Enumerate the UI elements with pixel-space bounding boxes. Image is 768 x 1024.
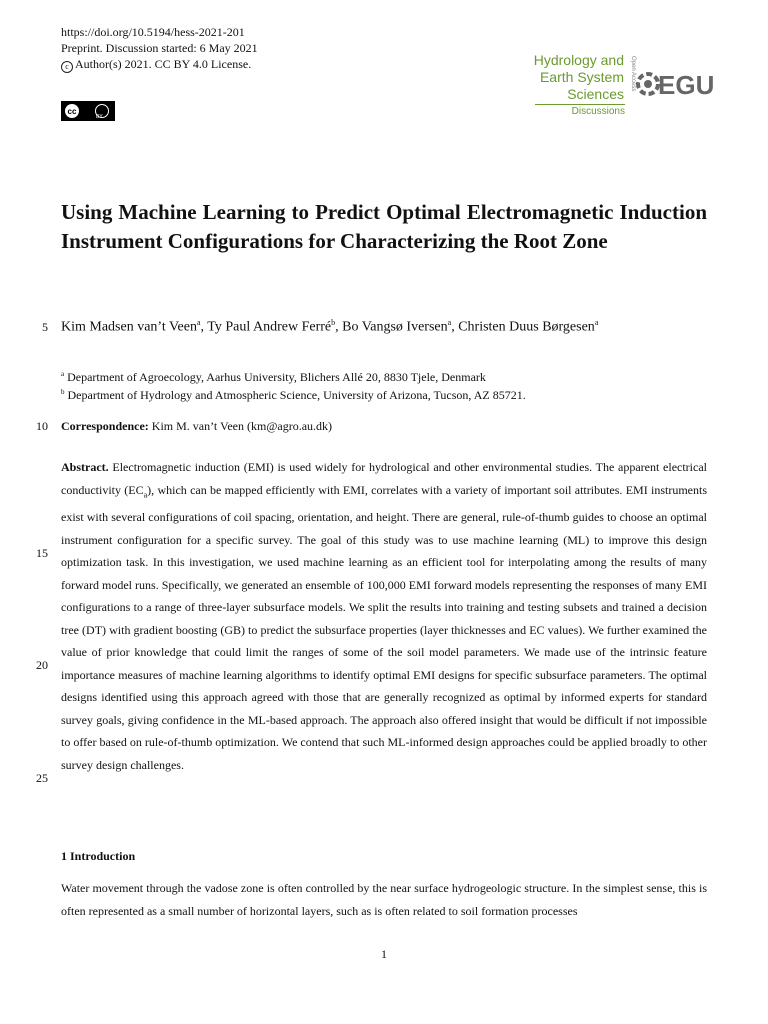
correspondence-label: Correspondence: xyxy=(61,419,149,433)
line-number-25: 25 xyxy=(36,771,48,785)
author-name: Christen Duus Børgesen xyxy=(458,319,595,335)
line-number-5: 5 xyxy=(42,320,48,334)
by-label: BY xyxy=(96,114,103,120)
affiliation-item xyxy=(61,385,526,403)
cc-by-license-badge[interactable] xyxy=(61,101,115,121)
journal-name-line1: Hydrology and xyxy=(533,52,624,68)
open-access-label xyxy=(626,56,634,106)
paper-title: Using Machine Learning to Predict Optimal Electromagnetic Induction Instrument Configurations for Characterizing the Root Zone xyxy=(61,200,707,253)
abstract xyxy=(61,456,707,776)
line-number-10: 10 xyxy=(36,419,48,433)
author-affiliation-mark: a xyxy=(594,318,599,327)
copyright-icon: c xyxy=(61,61,73,73)
abstract-label: Abstract. xyxy=(61,460,109,474)
affiliation-mark: a xyxy=(61,370,65,378)
doi-link[interactable]: https://doi.org/10.5194/hess-2021-201 xyxy=(61,25,245,39)
journal-name xyxy=(498,52,624,103)
copyright-text: Author(s) 2021. CC BY 4.0 License. xyxy=(75,57,252,71)
section-heading-introduction: 1 Introduction xyxy=(61,849,136,863)
abstract-subscript: a xyxy=(143,489,148,499)
author-affiliation-mark: a xyxy=(447,318,452,327)
preprint-metadata xyxy=(61,24,258,73)
author-affiliation-mark: a xyxy=(196,318,201,327)
affiliation-item xyxy=(61,367,526,385)
affiliation-mark: b xyxy=(61,388,65,396)
affiliations xyxy=(61,367,526,403)
journal-discussions-label: Discussions xyxy=(571,106,625,117)
line-number-15: 15 xyxy=(36,546,48,560)
affiliation-text: Department of Hydrology and Atmospheric Science, University of Arizona, Tucson, AZ 85721. xyxy=(67,388,526,402)
page-number: 1 xyxy=(381,947,387,961)
open-access-text: Open Access xyxy=(630,56,636,92)
copyright-line xyxy=(61,56,258,73)
author-name: Kim Madsen van’t Veen xyxy=(61,319,197,335)
egu-logo xyxy=(636,54,715,110)
creative-commons-icon: cc xyxy=(65,104,79,118)
journal-name-line3: Sciences xyxy=(567,86,624,102)
correspondence-contact: Kim M. van’t Veen (km@agro.au.dk) xyxy=(151,419,333,433)
author-name: Bo Vangsø Iversen xyxy=(342,319,448,335)
affiliation-text: Department of Agroecology, Aarhus University, Blichers Allé 20, 8830 Tjele, Denmark xyxy=(67,370,486,384)
correspondence xyxy=(61,419,332,434)
author-affiliation-mark: b xyxy=(331,318,336,327)
author-name: Ty Paul Andrew Ferré xyxy=(207,319,332,335)
author-list: Kim Madsen van’t Veen$^a$, Ty Paul Andrew Ferré$^b$, Bo Vangsø Iversen$^a$, Christen Duus Børgesen$^a$ xyxy=(61,318,599,335)
line-number-20: 20 xyxy=(36,658,48,672)
egu-logo-text: EGU xyxy=(658,70,715,100)
introduction-paragraph: Water movement through the vadose zone is often controlled by the near surface hydrogeologic structure. In the simplest sense, this is often represented as a small number of horizontal layers, such as is often related to soil formation processes xyxy=(61,881,707,918)
abstract-text-part2: ), which can be mapped efficiently with EMI, correlates with a variety of important soil attributes. EMI instruments exist with several configurations of coil spacing, orientation, and height. There are general, rule-of-thumb guides to choose an optimal instrument configuration for a specific survey. The goal of this study was to use machine learning (ML) to improve this design optimization task. In this investigation, we used machine learning as an efficient tool for interpolating among the results of many forward model runs. Specifically, we generated an ensemble of 100,000 EMI forward models representing the responses of many EMI configurations to a range of three-layer subsurface models. We split the results into training and testing subsets and trained a decision tree (DT) with gradient boosting (GB) to predict the subsurface properties (layer thicknesses and EC values). We further examined the value of prior knowledge that could limit the ranges of some of the soil model parameters. We made use of the intrinsic feature importance measures of machine learning algorithms to identify optimal EMI designs for specific subsurface parameters. The optimal designs identified using this approach agreed with those that are generally recognized as optimal by informed experts for standard survey goals, giving confidence in the ML-based approach. The approach also offered insight that would be difficult if not impossible to offer based on rule-of-thumb optimization. We contend that such ML-informed design approaches could be applied broadly to other survey design challenges. xyxy=(61,482,707,772)
journal-name-line2: Earth System xyxy=(539,69,624,85)
abstract-text-part1: Electromagnetic induction (EMI) is used widely for hydrological and other environmental studies. The apparent electrical conductivity (EC xyxy=(61,460,707,497)
preprint-date: Preprint. Discussion started: 6 May 2021 xyxy=(61,41,258,55)
journal-divider xyxy=(535,104,625,105)
